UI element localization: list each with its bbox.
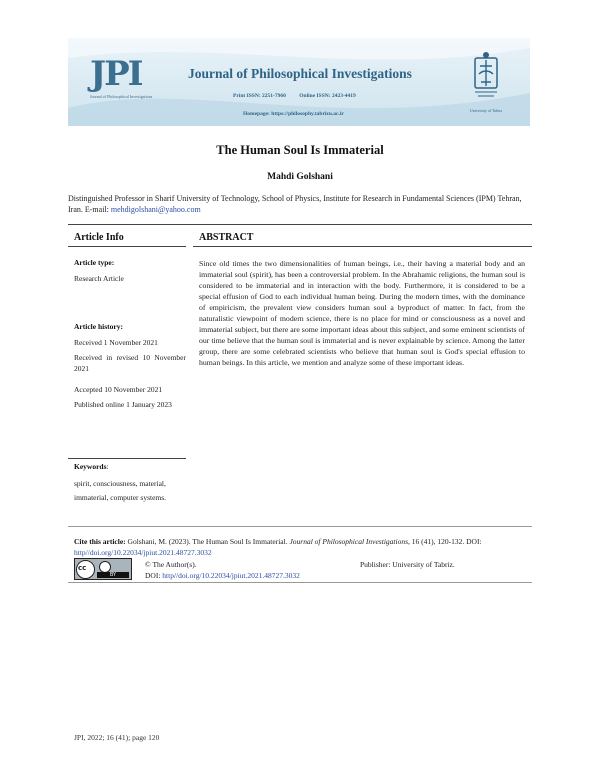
keywords-label: Keywords: <box>74 462 109 471</box>
publisher-notice: Publisher: University of Tabriz. <box>360 560 455 569</box>
jpi-logo-letters: JPI <box>90 54 142 94</box>
article-info-header: Article Info <box>74 232 124 243</box>
doi-link[interactable]: http//doi.org/10.22034/jpiut.2021.48727.3032 <box>162 571 300 580</box>
divider-top <box>68 224 532 225</box>
cc-icon-text: cc <box>78 564 87 572</box>
jpi-logo <box>90 54 153 99</box>
journal-title: Journal of Philosophical Investigations <box>188 66 412 81</box>
divider-abstract-header <box>193 246 532 247</box>
history-published: Published online 1 January 2023 <box>74 400 172 409</box>
cite-doi-link[interactable]: http//doi.org/10.22034/jpiut.2021.48727.3032 <box>74 548 212 557</box>
cc-icon <box>76 560 95 579</box>
article-history-label: Article history: <box>74 322 123 331</box>
article-type-label: Article type: <box>74 258 115 267</box>
copyright-notice: © The Author(s). <box>145 560 197 569</box>
divider-citation-bottom <box>68 582 532 583</box>
university-label: University of Tabriz <box>469 108 503 113</box>
divider-citation-top <box>68 526 532 527</box>
university-emblem-icon <box>469 50 503 102</box>
author-name: Mahdi Golshani <box>267 172 333 182</box>
university-logo <box>466 50 506 113</box>
journal-banner <box>68 38 530 126</box>
cite-label: Cite this article: <box>74 537 126 546</box>
paper-title: The Human Soul Is Immaterial <box>216 143 384 157</box>
abstract-header: ABSTRACT <box>199 232 254 243</box>
citation-block <box>74 536 530 558</box>
keywords-value: spirit, consciousness, material, immaterial, computer systems. <box>74 479 167 502</box>
author-email-link[interactable]: mehdigolshani@yahoo.com <box>110 205 201 214</box>
homepage-link[interactable]: Homepage: https://philosophy.tabrizu.ac.ir <box>243 111 344 117</box>
page-footer: JPI, 2022; 16 (41); page 120 <box>74 733 160 742</box>
divider-info-header <box>68 246 186 247</box>
cite-text-after: , 16 (41), 120-132. DOI: <box>408 537 482 546</box>
history-received: Received 1 November 2021 <box>74 338 158 347</box>
affiliation-text: Distinguished Professor in Sharif University of Technology, School of Physics, Institute for Research in Fundamental Sciences (IPM) Tehran, Iran. E-mail: <box>68 194 522 214</box>
keywords-label-text: Keywords <box>74 462 107 471</box>
issn-line <box>233 93 368 99</box>
cite-journal: Journal of Philosophical Investigations <box>289 537 408 546</box>
history-revised: Received in revised 10 November 2021 <box>74 353 186 373</box>
doi-label: DOI: <box>145 571 163 580</box>
print-issn: Print ISSN: 2251-7960 <box>233 93 286 99</box>
article-type-value: Research Article <box>74 274 124 283</box>
jpi-logo-subtitle: Journal of Philosophical Investigations <box>90 94 153 99</box>
cc-by-license-badge[interactable] <box>74 558 132 580</box>
divider-keywords <box>68 458 186 459</box>
doi-line <box>145 571 300 580</box>
history-accepted: Accepted 10 November 2021 <box>74 385 163 394</box>
author-affiliation <box>68 193 532 215</box>
cite-text-before: Golshani, M. (2023). The Human Soul Is Immaterial. <box>127 537 290 546</box>
abstract-body: Since old times the two dimensionalities of human beings, i.e., their having a material body and an immaterial soul (spirit), has been a controversial problem. In the Abrahamic religions, the human soul is considered to be immaterial and in interaction with the body. Furthermore, it is considered to be a special effusion of God to each individual human being. During the modern times, with the dominance of empiricism, the prevalent view considers human soul a byproduct of matter. In fact, from the naturalistic viewpoint of modern science, there is no place for mind or consciousness as a novel and immaterial subject, but there are some important ideas about this subject, and some eminent scientists of our time believe that the human soul is immaterial and is never explainable by science. Among the latter group, there are some celebrated scientists who believe that human soul is God's special effusion to human beings. In this article, we mention and analyze some of these important ideas. <box>199 259 525 367</box>
online-issn: Online ISSN: 2423-4419 <box>299 93 356 99</box>
cc-by-label: BY <box>97 572 129 578</box>
